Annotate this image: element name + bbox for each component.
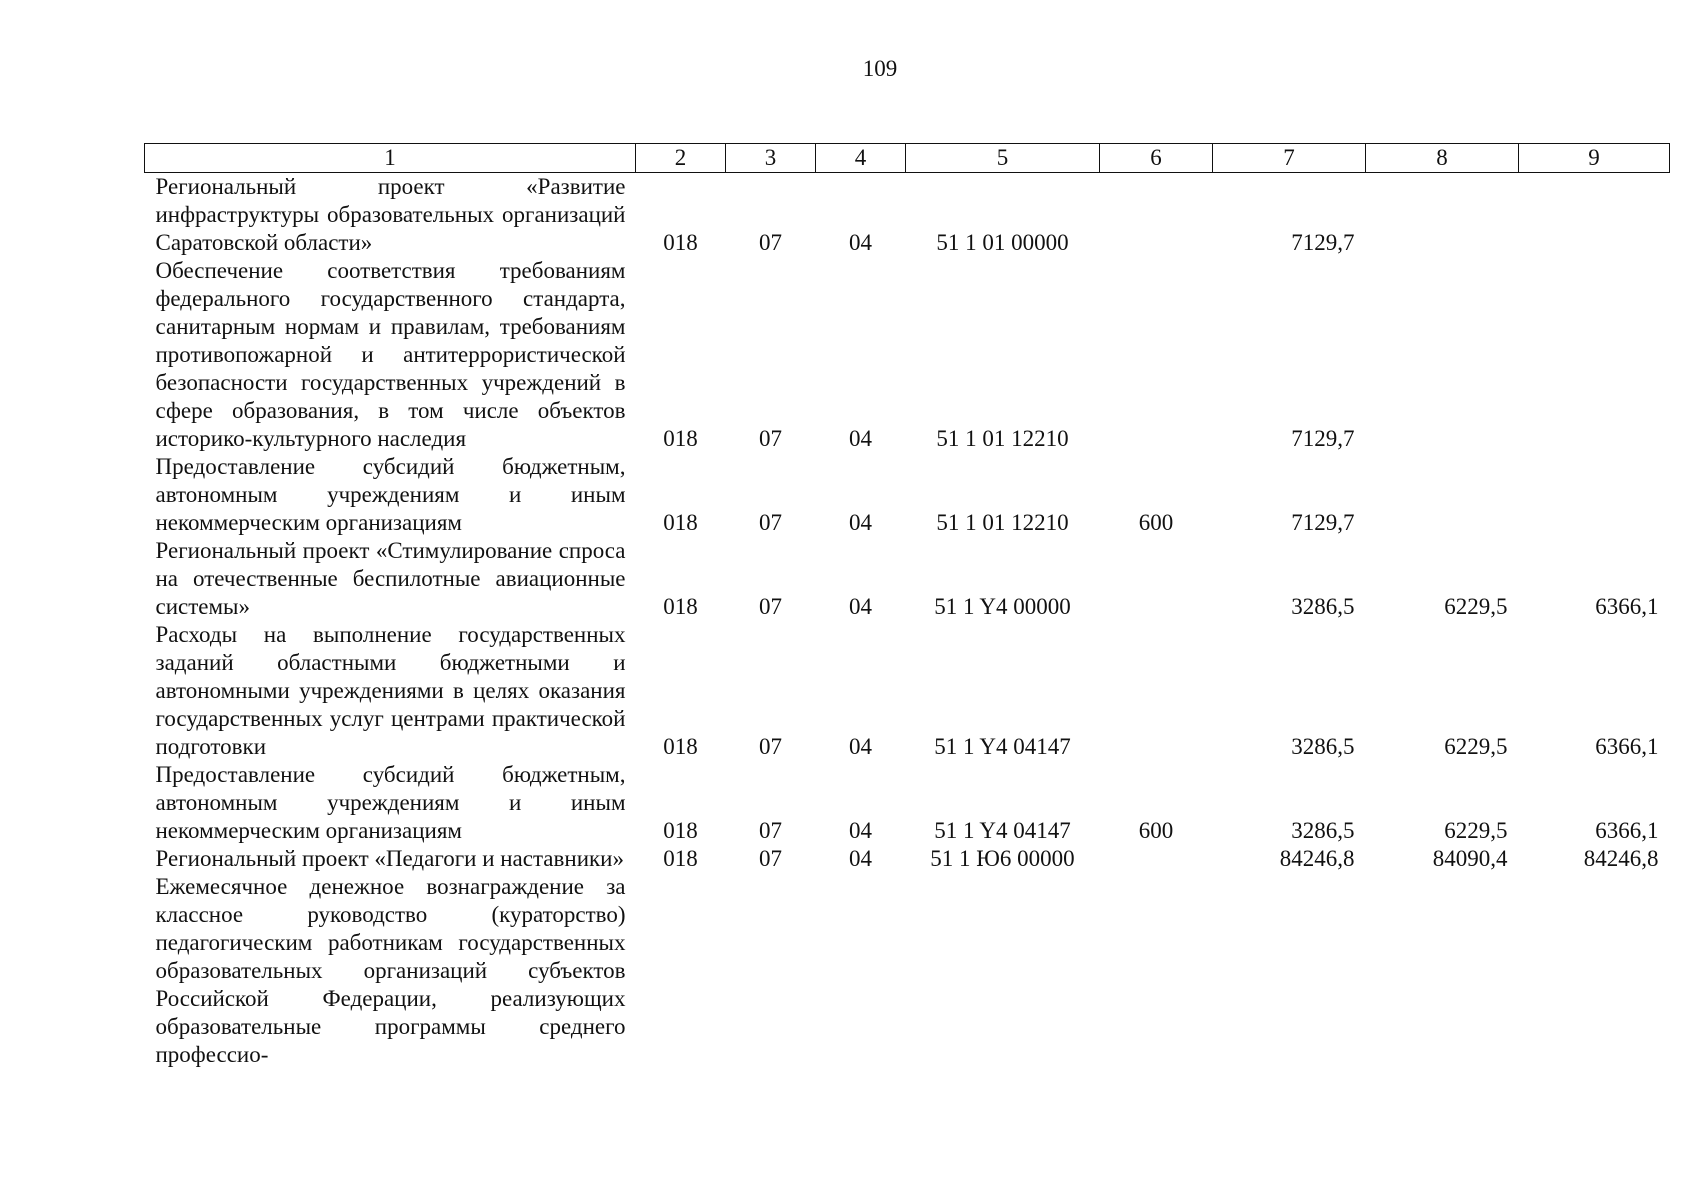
amount-col-8 — [1366, 173, 1519, 258]
table-header-row — [145, 144, 1670, 173]
target-article-code: 51 1 Ю6 00000 — [930, 846, 1075, 871]
expense-type-code — [1100, 873, 1213, 1069]
column-header-5: 5 — [906, 144, 1100, 173]
ministry-code: 018 — [663, 594, 698, 619]
expense-type-code — [1100, 845, 1213, 873]
target-article-code — [906, 873, 1100, 1069]
expense-type-code — [1100, 257, 1213, 453]
amount-col-9: 84246,8 — [1583, 846, 1659, 871]
row-name: Расходы на выполнение государственных заданий областными бюджетными и автономными учреждениями в целях оказания государственных услуг центрами практической подготовки — [155, 622, 626, 759]
target-article-code: 51 1 01 00000 — [936, 230, 1069, 255]
expense-type-code: 600 — [1138, 510, 1174, 535]
subsection-code: 04 — [849, 510, 872, 535]
subsection-code: 04 — [849, 818, 872, 843]
amount-col-7 — [1213, 873, 1366, 1069]
amount-col-9: 6366,1 — [1595, 734, 1659, 759]
row-name: Предоставление субсидий бюджетным, автономным учреждениям и иным некоммерческим организациям — [155, 454, 626, 535]
amount-col-8: 84090,4 — [1432, 846, 1508, 871]
subsection-code: 04 — [849, 734, 872, 759]
ministry-code: 018 — [663, 510, 698, 535]
column-header-8: 8 — [1366, 144, 1519, 173]
budget-table — [144, 143, 1670, 1069]
section-code — [726, 873, 816, 1069]
amount-col-7: 3286,5 — [1291, 594, 1355, 619]
amount-col-8: 6229,5 — [1444, 818, 1508, 843]
section-code: 07 — [759, 594, 782, 619]
amount-col-9 — [1519, 173, 1670, 258]
amount-col-9: 6366,1 — [1595, 818, 1659, 843]
table-row — [145, 257, 1670, 453]
ministry-code — [636, 873, 726, 1069]
section-code: 07 — [759, 734, 782, 759]
section-code: 07 — [759, 510, 782, 535]
row-name: Региональный проект «Развитие инфраструктуры образовательных организаций Саратовской области» — [155, 174, 626, 255]
expense-type-code: 600 — [1138, 818, 1174, 843]
amount-col-8: 6229,5 — [1444, 594, 1508, 619]
ministry-code: 018 — [663, 426, 698, 451]
amount-col-7: 84246,8 — [1279, 846, 1355, 871]
amount-col-8: 6229,5 — [1444, 734, 1508, 759]
column-header-1: 1 — [145, 144, 636, 173]
amount-col-9: 6366,1 — [1595, 594, 1659, 619]
amount-col-9 — [1519, 453, 1670, 537]
page-number: 109 — [862, 56, 898, 81]
row-name: Региональный проект «Стимулирование спроса на отечественные беспилотные авиационные системы» — [155, 538, 626, 619]
expense-type-code — [1100, 537, 1213, 621]
row-name: Ежемесячное денежное вознаграждение за классное руководство (кураторство) педагогическим работникам государственных образовательных организаций субъектов Российской Федерации, реализующих образовательные программы среднего профессио- — [155, 874, 626, 1067]
amount-col-7: 7129,7 — [1291, 426, 1355, 451]
table-row — [145, 453, 1670, 537]
section-code: 07 — [759, 230, 782, 255]
subsection-code: 04 — [849, 594, 872, 619]
subsection-code: 04 — [849, 230, 872, 255]
table-row — [145, 537, 1670, 621]
amount-col-9 — [1519, 257, 1670, 453]
column-header-9: 9 — [1519, 144, 1670, 173]
column-header-7: 7 — [1213, 144, 1366, 173]
section-code: 07 — [759, 818, 782, 843]
column-header-3: 3 — [726, 144, 816, 173]
amount-col-9 — [1519, 873, 1670, 1069]
column-header-4: 4 — [816, 144, 906, 173]
column-header-6: 6 — [1100, 144, 1213, 173]
amount-col-7: 7129,7 — [1291, 230, 1355, 255]
ministry-code: 018 — [663, 846, 698, 871]
section-code: 07 — [759, 846, 782, 871]
ministry-code: 018 — [663, 818, 698, 843]
table-row — [145, 873, 1670, 1069]
ministry-code: 018 — [663, 230, 698, 255]
row-name: Обеспечение соответствия требованиям федерального государственного стандарта, санитарным нормам и правилам, требованиям противопожарной и антитеррористической безопасности государственных учреждений в сфере образования, в том числе объектов историко-культурного наследия — [155, 258, 626, 451]
target-article-code: 51 1 01 12210 — [936, 510, 1069, 535]
target-article-code: 51 1 Y4 00000 — [934, 594, 1071, 619]
target-article-code: 51 1 Y4 04147 — [934, 818, 1071, 843]
expense-type-code — [1100, 173, 1213, 258]
table-row — [145, 761, 1670, 845]
ministry-code: 018 — [663, 734, 698, 759]
table-row — [145, 621, 1670, 761]
amount-col-7: 7129,7 — [1291, 510, 1355, 535]
amount-col-8 — [1366, 873, 1519, 1069]
subsection-code: 04 — [849, 426, 872, 451]
target-article-code: 51 1 01 12210 — [936, 426, 1069, 451]
amount-col-8 — [1366, 257, 1519, 453]
subsection-code: 04 — [849, 846, 872, 871]
amount-col-7: 3286,5 — [1291, 818, 1355, 843]
amount-col-7: 3286,5 — [1291, 734, 1355, 759]
subsection-code — [816, 873, 906, 1069]
expense-type-code — [1100, 621, 1213, 761]
column-header-2: 2 — [636, 144, 726, 173]
table-row — [145, 845, 1670, 873]
section-code: 07 — [759, 426, 782, 451]
row-name: Предоставление субсидий бюджетным, автономным учреждениям и иным некоммерческим организациям — [155, 762, 626, 843]
table-row — [145, 173, 1670, 258]
amount-col-8 — [1366, 453, 1519, 537]
target-article-code: 51 1 Y4 04147 — [934, 734, 1071, 759]
row-name: Региональный проект «Педагоги и наставники» — [155, 846, 624, 871]
